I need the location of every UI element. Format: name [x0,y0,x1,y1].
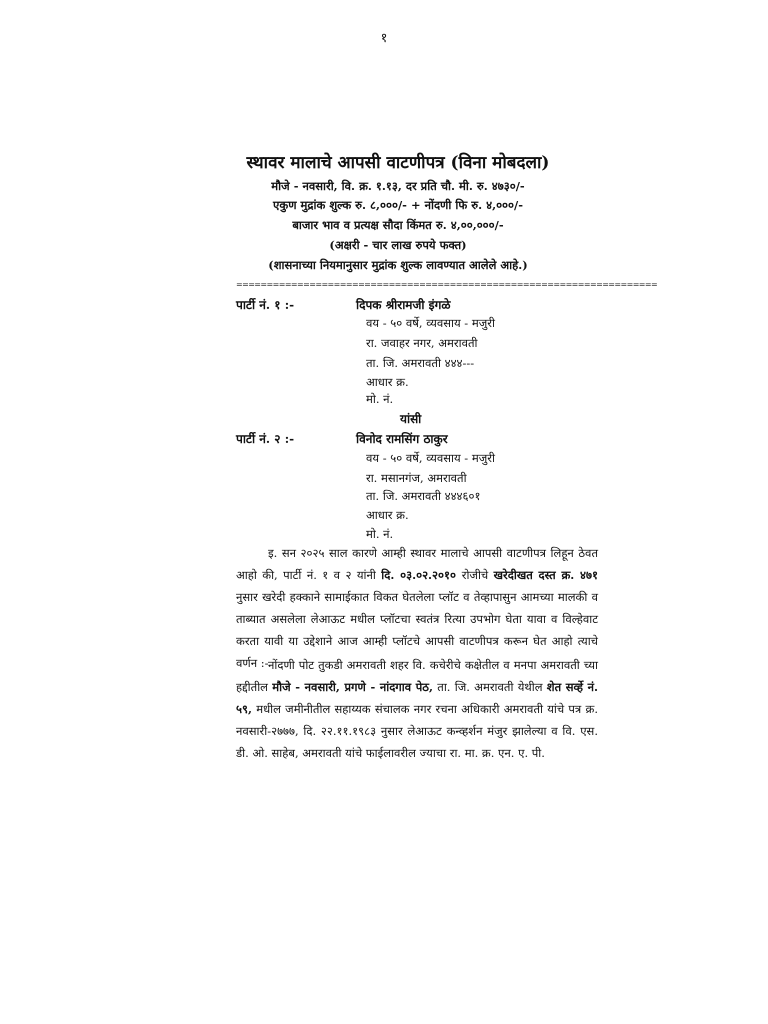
yansi-separator: यांसी [400,412,422,426]
party2-taluka: ता. जि. अमरावती ४४४६०१ [366,489,481,503]
stamp-duty-line: एकुण मुद्रांक शुल्क रु. ८,०००/- + नोंदणी फि रु. ४,०००/- [273,198,523,212]
amount-in-words: (अक्षरी - चार लाख रुपये फक्त) [329,238,467,252]
party1-name: दिपक श्रीरामजी इंगळे [356,298,451,312]
party1-aadhar: आधार क्र. [366,375,409,389]
document-title: स्थावर मालाचे आपसी वाटणीपत्र (विना मोबदला) [246,153,550,173]
party1-age: वय - ५० वर्षे, व्यवसाय - मजुरी [366,316,495,330]
stamp-note: (शासनाच्या नियमानुसार मुद्रांक शुल्क लावण्यात आलेले आहे.) [268,258,528,272]
party1-taluka: ता. जि. अमरावती ४४४--- [366,356,475,370]
party2-aadhar: आधार क्र. [366,508,409,522]
party1-address: रा. जवाहर नगर, अमरावती [366,336,478,350]
party2-name: विनोद रामसिंग ठाकुर [356,432,448,446]
page-number: १ [380,31,388,46]
party2-address: रा. मसानगंज, अमरावती [366,471,467,485]
double-rule-divider: ===================================================================== [236,280,658,289]
party1-mobile: मो. नं. [366,392,394,406]
market-value-line: बाजार भाव व प्रत्यक्ष सौदा किंमत रु. ४,००,०००/- [292,218,504,232]
party1-label: पार्टी नं. १ :- [236,298,295,312]
paragraph-declaration: इ. सन २०२५ साल कारणे आम्ही स्थावर मालाचे आपसी वाटणीपत्र लिहून ठेवत आहो की, पार्टी नं. १ व २ यांनी दि. ०३.०२.२०१० रोजीचे खरेदीखत दस्त क्र. ४७१ नुसार खरेदी हक्काने सामाईकात विकत घेतलेला प्लॉट व तेव्हापासुन आमच्या मालकी व ताब्यात असलेला लेआऊट मधील प्लॉटचा स्वतंत्र रित्या उपभोग घेता यावा व विल्हेवाट करता यावी या उद्देशाने आज आम्ही प्लॉटचे आपसी वाटणीपत्र करून घेत आहो त्याचे वर्णन :- [236,546,598,670]
paragraph-property-description: नोंदणी पोट तुकडी अमरावती शहर वि. कचेरीचे कक्षेतील व मनपा अमरावती च्या हद्दीतील मौजे - नवसारी, प्रगणे - नांदगाव पेठ, ता. जि. अमरावती येथील शेत सर्व्हे नं. ५९, मधील जमीनीतील सहाय्यक संचालक नगर रचना अधिकारी अमरावती यांचे पत्र क्र. नवसारी-२७७७, दि. २२.११.१९८३ नुसार लेआऊट कन्व्हर्शन मंजुर झालेल्या व वि. एस. डी. ओ. साहेब, अमरावती यांचे फाईलावरील ज्याचा रा. मा. क्र. एन. ए. पी. [236,658,598,760]
party2-label: पार्टी नं. २ :- [236,432,295,446]
party2-mobile: मो. नं. [366,527,394,541]
mouje-rate-line: मौजे - नवसारी, वि. क्र. १.१३, दर प्रति चौ. मी. रु. ४७३०/- [271,179,525,193]
party2-age: वय - ५० वर्षे, व्यवसाय - मजुरी [366,451,495,465]
